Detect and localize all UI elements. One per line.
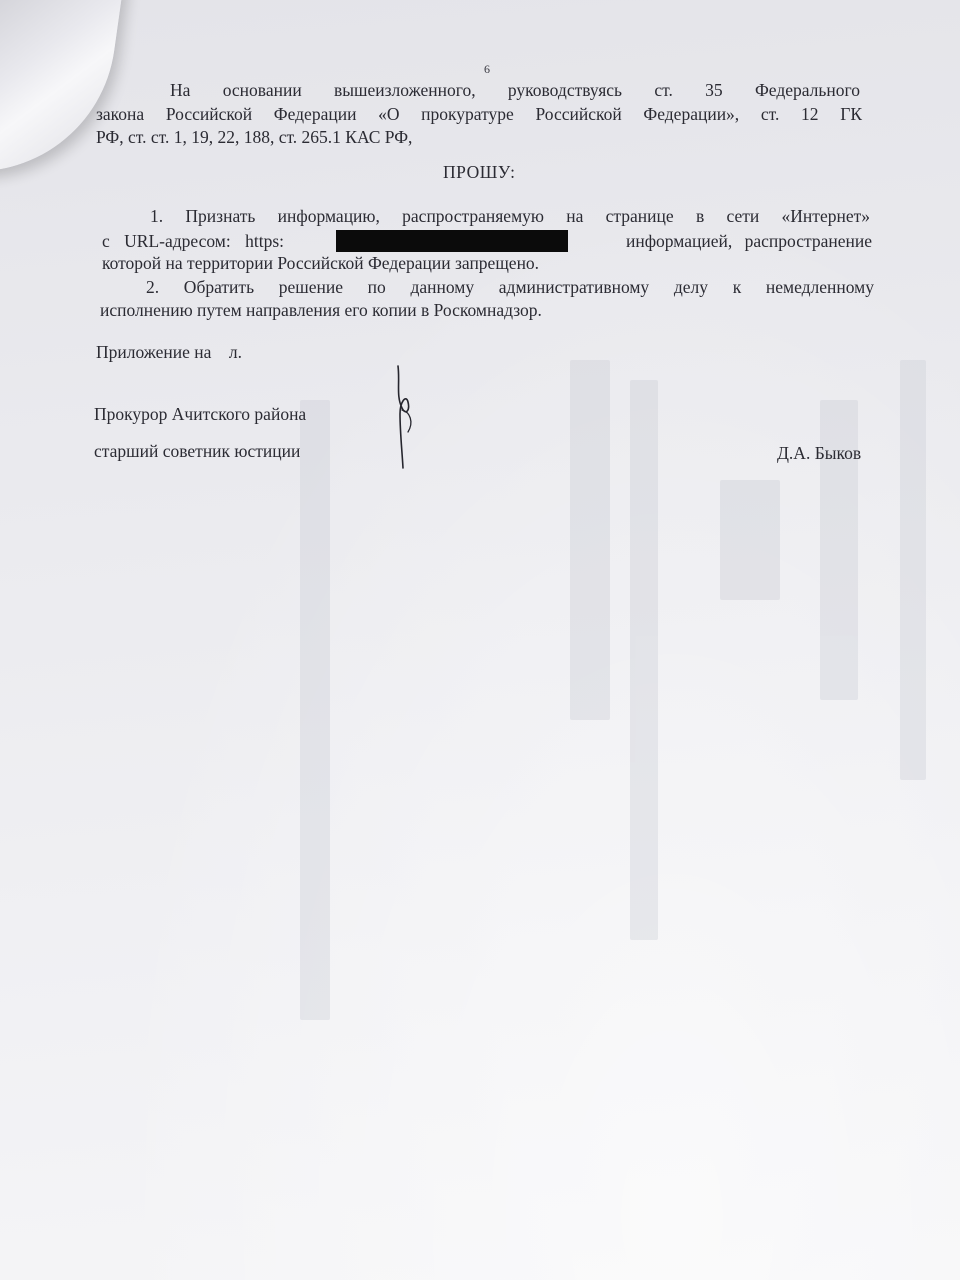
url-prefix: с URL-адресом: https: (102, 230, 284, 251)
redacted-url-block (336, 230, 568, 252)
item-1-line-2 (102, 230, 872, 252)
handwritten-signature (386, 362, 426, 474)
item-1-line-1: 1. Признать информацию, распространяемую на странице в сети «Интернет» (150, 206, 870, 226)
attachment-line: Приложение на л. (96, 342, 243, 362)
intro-line-1: На основании вышеизложенного, руководствуясь ст. 35 Федерального (170, 80, 860, 100)
url-suffix: информацией, распространение (625, 230, 872, 251)
signatory-name: Д.А. Быков (777, 443, 862, 463)
item-1-line-3: которой на территории Российской Федерации запрещено. (102, 253, 540, 273)
signatory-position-line-2: старший советник юстиции (94, 441, 301, 461)
page-number: 6 (484, 62, 490, 76)
item-2-line-1: 2. Обратить решение по данному административному делу к немедленному (146, 277, 874, 297)
intro-line-2: закона Российской Федерации «О прокуратуре Российской Федерации», ст. 12 ГК (96, 104, 862, 124)
page-curl (0, 0, 124, 189)
intro-line-3: РФ, ст. ст. 1, 19, 22, 188, ст. 265.1 КАС РФ, (96, 127, 413, 147)
item-2-line-2: исполнению путем направления его копии в Роскомнадзор. (100, 300, 542, 320)
signatory-position-line-1: Прокурор Ачитского района (94, 404, 307, 424)
request-heading: ПРОШУ: (443, 162, 516, 182)
